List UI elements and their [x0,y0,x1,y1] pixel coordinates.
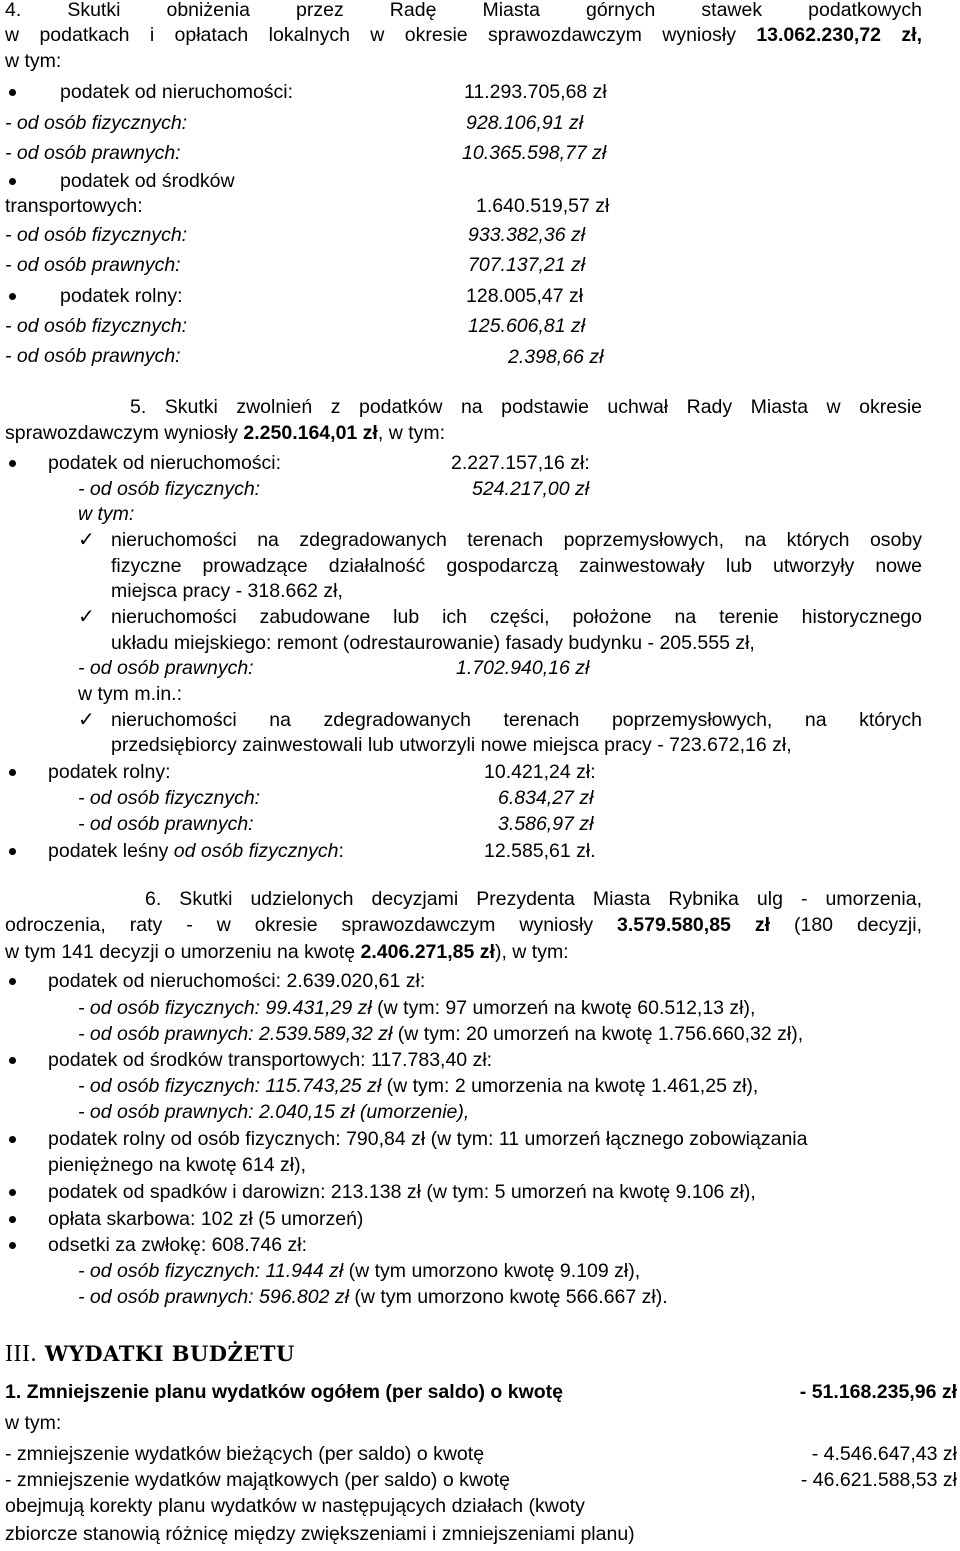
s5-heading-line1: 5. Skutki zwolnień z podatków na podstawie uchwał Rady Miasta w okresie [130,396,922,418]
bullet-icon [9,293,16,300]
s3-wtym: w tym: [5,1412,62,1434]
s6-sub-line: - od osób prawnych: 2.040,15 zł (umorzenie), [78,1101,470,1123]
s5-item-value: 6.834,27 zł [498,787,594,809]
s3-row-label: - zmniejszenie wydatków majątkowych (per saldo) o kwotę [5,1469,511,1491]
s4-row-value: 928.106,91 zł [466,112,584,134]
s4-row-label: - od osób fizycznych: [5,224,188,246]
s5-item-value: 2.227.157,16 zł: [451,452,590,474]
s3-row-label: - zmniejszenie wydatków bieżących (per saldo) o kwotę [5,1443,485,1465]
s4-row-label: transportowych: [5,195,143,217]
s5-item-value: 10.421,24 zł: [484,761,596,783]
bullet-icon [9,1189,16,1196]
s5-check-text: fizyczne prowadzące działalność gospodarczą zainwestowały lub utworzyły nowe [111,555,922,577]
s4-row-value: 707.137,21 zł [468,254,586,276]
s6-sub-line: - od osób fizycznych: 115.743,25 zł (w tym: 2 umorzenia na kwotę 1.461,25 zł), [78,1075,759,1097]
s4-row-label: podatek rolny: [60,285,183,307]
s4-row-value: 933.382,36 zł [468,224,586,246]
bullet-icon [9,460,16,467]
s6-bullet-text: podatek od spadków i darowizn: 213.138 zł (w tym: 5 umorzeń na kwotę 9.106 zł), [48,1181,756,1203]
s4-row-value: 1.640.519,57 zł [476,195,610,217]
s4-row-label: podatek od nieruchomości: [60,81,294,103]
s3-note: zbiorcze stanowią różnicę między zwiększeniami i zmniejszeniami planu) [5,1523,635,1545]
s5-check-text: układu miejskiego: remont (odrestaurowanie) fasady budynku - 205.555 zł, [111,632,755,654]
s5-check-text: nieruchomości na zdegradowanych terenach poprzemysłowych, na których osoby [111,529,922,551]
s6-bullet-text: podatek rolny od osób fizycznych: 790,84 zł (w tym: 11 umorzeń łącznego zobowiązania [48,1128,808,1150]
s6-bullet-text: odsetki za zwłokę: 608.746 zł: [48,1234,308,1256]
checkmark-icon: ✓ [78,606,95,628]
s4-row-value: 11.293.705,68 zł [464,81,607,103]
s5-item-label: - od osób fizycznych: [78,478,261,500]
s3-item1-label: 1. Zmniejszenie planu wydatków ogółem (per saldo) o kwotę [5,1381,564,1403]
s6-heading-line1: 6. Skutki udzielonych decyzjami Prezydenta Miasta Rybnika ulg - umorzenia, [145,888,922,910]
s6-bullet-text: podatek od środków transportowych: 117.783,40 zł: [48,1049,493,1071]
s5-item-value: 12.585,61 zł. [484,840,596,862]
s5-check-text: przedsiębiorcy zainwestowali lub utworzyli nowe miejsca pracy - 723.672,16 zł, [111,734,792,756]
s5-check-text: nieruchomości na zdegradowanych terenach poprzemysłowych, na których [111,709,922,731]
s5-item-value: 524.217,00 zł [472,478,590,500]
s3-item1-value: - 51.168.235,96 zł [799,1381,957,1403]
s5-item-label: podatek rolny: [48,761,171,783]
s4-row-label: - od osób fizycznych: [5,112,188,134]
bullet-icon [9,1136,16,1143]
s5-item-label: - od osób prawnych: [78,813,254,835]
bullet-icon [9,89,16,96]
s4-row-value: 125.606,81 zł [468,315,586,337]
s4-row-label: - od osób prawnych: [5,345,181,367]
s5-wtym: w tym: [78,503,135,525]
s5-heading-line2: sprawozdawczym wyniosły 2.250.164,01 zł, w tym: [5,422,446,444]
bullet-icon [9,769,16,776]
bullet-icon [9,978,16,985]
s3-row-value: - 4.546.647,43 zł [811,1443,957,1465]
s4-row-label: - od osób prawnych: [5,254,181,276]
s6-bullet-text: podatek od nieruchomości: 2.639.020,61 zł: [48,970,426,992]
s4-heading-line2: w podatkach i opłatach lokalnych w okresie sprawozdawczym wyniosły 13.062.230,72 zł, [5,24,922,46]
s5-item-label: podatek leśny od osób fizycznych: [48,840,344,862]
s3-note: obejmują korekty planu wydatków w następujących działach (kwoty [5,1495,585,1517]
s4-heading-line1: 4. Skutki obniżenia przez Radę Miasta górnych stawek podatkowych [5,0,922,21]
s5-check-text: miejsca pracy - 318.662 zł, [111,580,343,602]
s6-bullet-text: opłata skarbowa: 102 zł (5 umorzeń) [48,1208,364,1230]
bullet-icon [9,1242,16,1249]
s6-sub-line: - od osób fizycznych: 11.944 zł (w tym umorzono kwotę 9.109 zł), [78,1260,641,1282]
s4-row-value: 2.398,66 zł [508,346,604,368]
checkmark-icon: ✓ [78,709,95,731]
bullet-icon [9,1216,16,1223]
s5-item-label: podatek od nieruchomości: [48,452,282,474]
s3-row-value: - 46.621.588,53 zł [800,1469,957,1491]
s6-heading-line2: odroczenia, raty - w okresie sprawozdawczym wyniosły 3.579.580,85 zł (180 decyzji, [5,914,922,936]
s5-item-label: - od osób fizycznych: [78,787,261,809]
checkmark-icon: ✓ [78,529,95,551]
s4-row-label: - od osób fizycznych: [5,315,188,337]
s6-sub-line: - od osób prawnych: 596.802 zł (w tym umorzono kwotę 566.667 zł). [78,1286,668,1308]
s5-wtym: w tym m.in.: [78,683,183,705]
bullet-icon [9,1057,16,1064]
s5-item-label: - od osób prawnych: [78,657,254,679]
s5-item-value: 1.702.940,16 zł [456,657,590,679]
s4-row-label: - od osób prawnych: [5,142,181,164]
bullet-icon [9,848,16,855]
s4-row-label: podatek od środków [60,170,235,192]
s5-item-value: 3.586,97 zł [498,813,594,835]
bullet-icon [9,178,16,185]
s4-wtym: w tym: [5,50,62,72]
s6-sub-line: - od osób fizycznych: 99.431,29 zł (w tym: 97 umorzeń na kwotę 60.512,13 zł), [78,997,756,1019]
s4-row-value: 128.005,47 zł [466,285,584,307]
s4-row-value: 10.365.598,77 zł [462,142,607,164]
section-heading: III. WYDATKI BUDŻETU [5,1341,295,1367]
s5-check-text: nieruchomości zabudowane lub ich części, położone na terenie historycznego [111,606,922,628]
s6-heading-line3: w tym 141 decyzji o umorzeniu na kwotę 2.406.271,85 zł), w tym: [5,941,569,963]
s6-sub-line: - od osób prawnych: 2.539.589,32 zł (w tym: 20 umorzeń na kwotę 1.756.660,32 zł), [78,1023,804,1045]
s6-bullet-text: pieniężnego na kwotę 614 zł), [48,1154,307,1176]
